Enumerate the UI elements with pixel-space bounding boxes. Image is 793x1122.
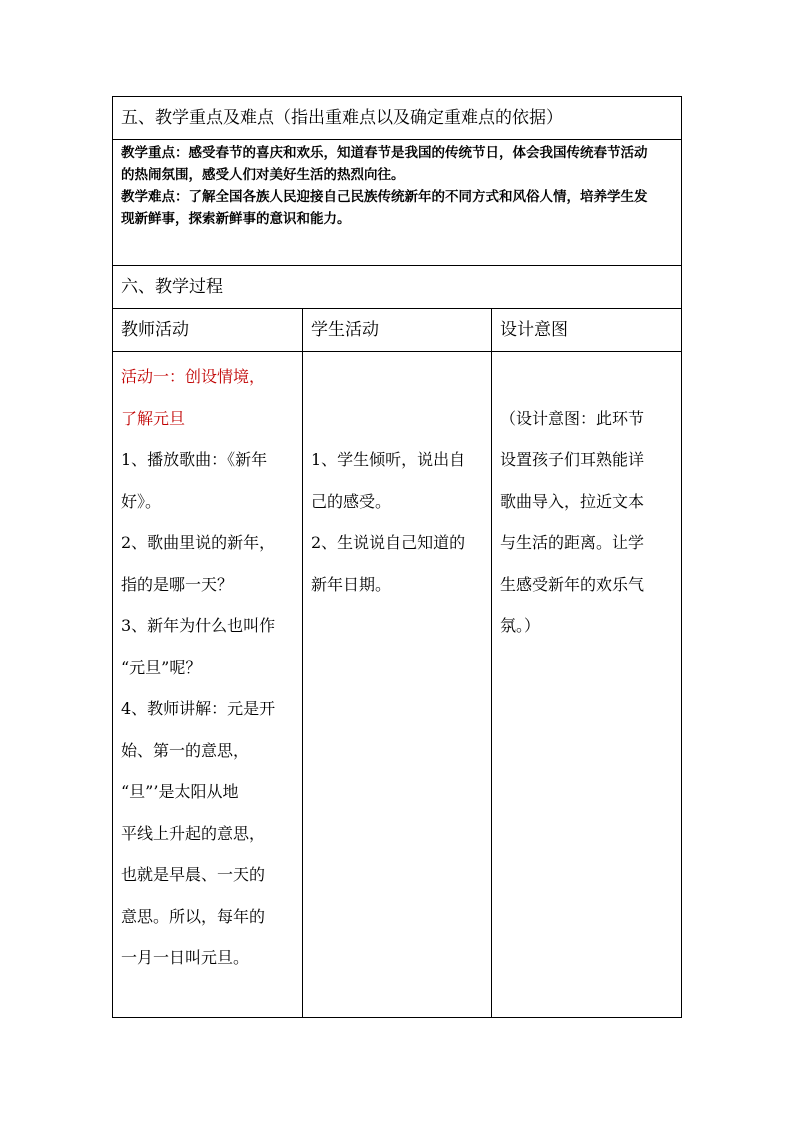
teacher-line: 2、歌曲里说的新年， [121,533,276,552]
teacher-line: 好》。 [121,491,162,511]
section6-header-row [113,266,682,309]
column-header-intent: 设计意图 [492,309,682,352]
teacher-line: 3、新年为什么也叫作 [121,616,276,635]
intent-line: 设置孩子们耳熟能详 [500,450,645,469]
intent-line: 氛。） [500,616,541,635]
focus-line: 教学重点：感受春节的喜庆和欢乐，知道春节是我国的传统节日，体会我国传统春节活动 [121,145,648,161]
teacher-line: 始、第一的意思， [121,740,250,760]
teacher-line: 4、教师讲解：元是开 [121,699,276,718]
teacher-line: 也就是早晨、一天的 [121,865,266,884]
section5-content-row [113,140,682,266]
focus-difficulty-cell [113,140,682,266]
intent-line: （设计意图：此环节 [500,408,645,428]
difficulty-line: 教学难点：了解全国各族人民迎接自己民族传统新年的不同方式和风俗人情，培养学生发 [121,189,648,205]
student-activity-cell [303,352,492,1018]
activity-title: 了解元旦 [121,408,186,428]
teacher-line: 意思。所以，每年的 [121,906,266,926]
spacer [500,356,673,398]
section5-header-row [113,97,682,140]
column-header-teacher: 教师活动 [113,309,303,352]
column-header-row [113,309,682,352]
activity-title: 活动一：创设情境， [121,367,266,386]
intent-line: 歌曲导入，拉近文本 [500,491,645,511]
section5-title: 五、教学重点及难点（指出重难点以及确定重难点的依据） [113,97,682,140]
difficulty-line: 现新鲜事，探索新鲜事的意识和能力。 [121,211,351,227]
student-line: 新年日期。 [311,574,392,594]
teacher-line: 一月一日叫元旦。 [121,948,250,967]
teacher-activity-cell [113,352,303,1018]
teacher-line: “元旦”呢？ [121,657,202,677]
student-line: 1、学生倾听，说出自 [311,450,466,469]
design-intent-cell [492,352,682,1018]
lesson-plan-table [112,96,682,1018]
student-line: 2、生说说自己知道的 [311,533,466,552]
student-line: 己的感受。 [311,491,392,511]
focus-line: 的热闹氛围，感受人们对美好生活的热烈向往。 [121,167,405,183]
intent-line: 生感受新年的欢乐气 [500,574,645,594]
teacher-line: 平线上升起的意思， [121,823,266,843]
spacer [311,356,483,439]
section6-title: 六、教学过程 [113,266,682,309]
teacher-line: “旦”’是太阳从地 [121,782,239,801]
teacher-line: 1、播放歌曲：《新年 [121,450,268,469]
column-header-student: 学生活动 [303,309,492,352]
teacher-line: 指的是哪一天？ [121,574,234,594]
intent-line: 与生活的距离。让学 [500,533,645,552]
process-row [113,352,682,1018]
